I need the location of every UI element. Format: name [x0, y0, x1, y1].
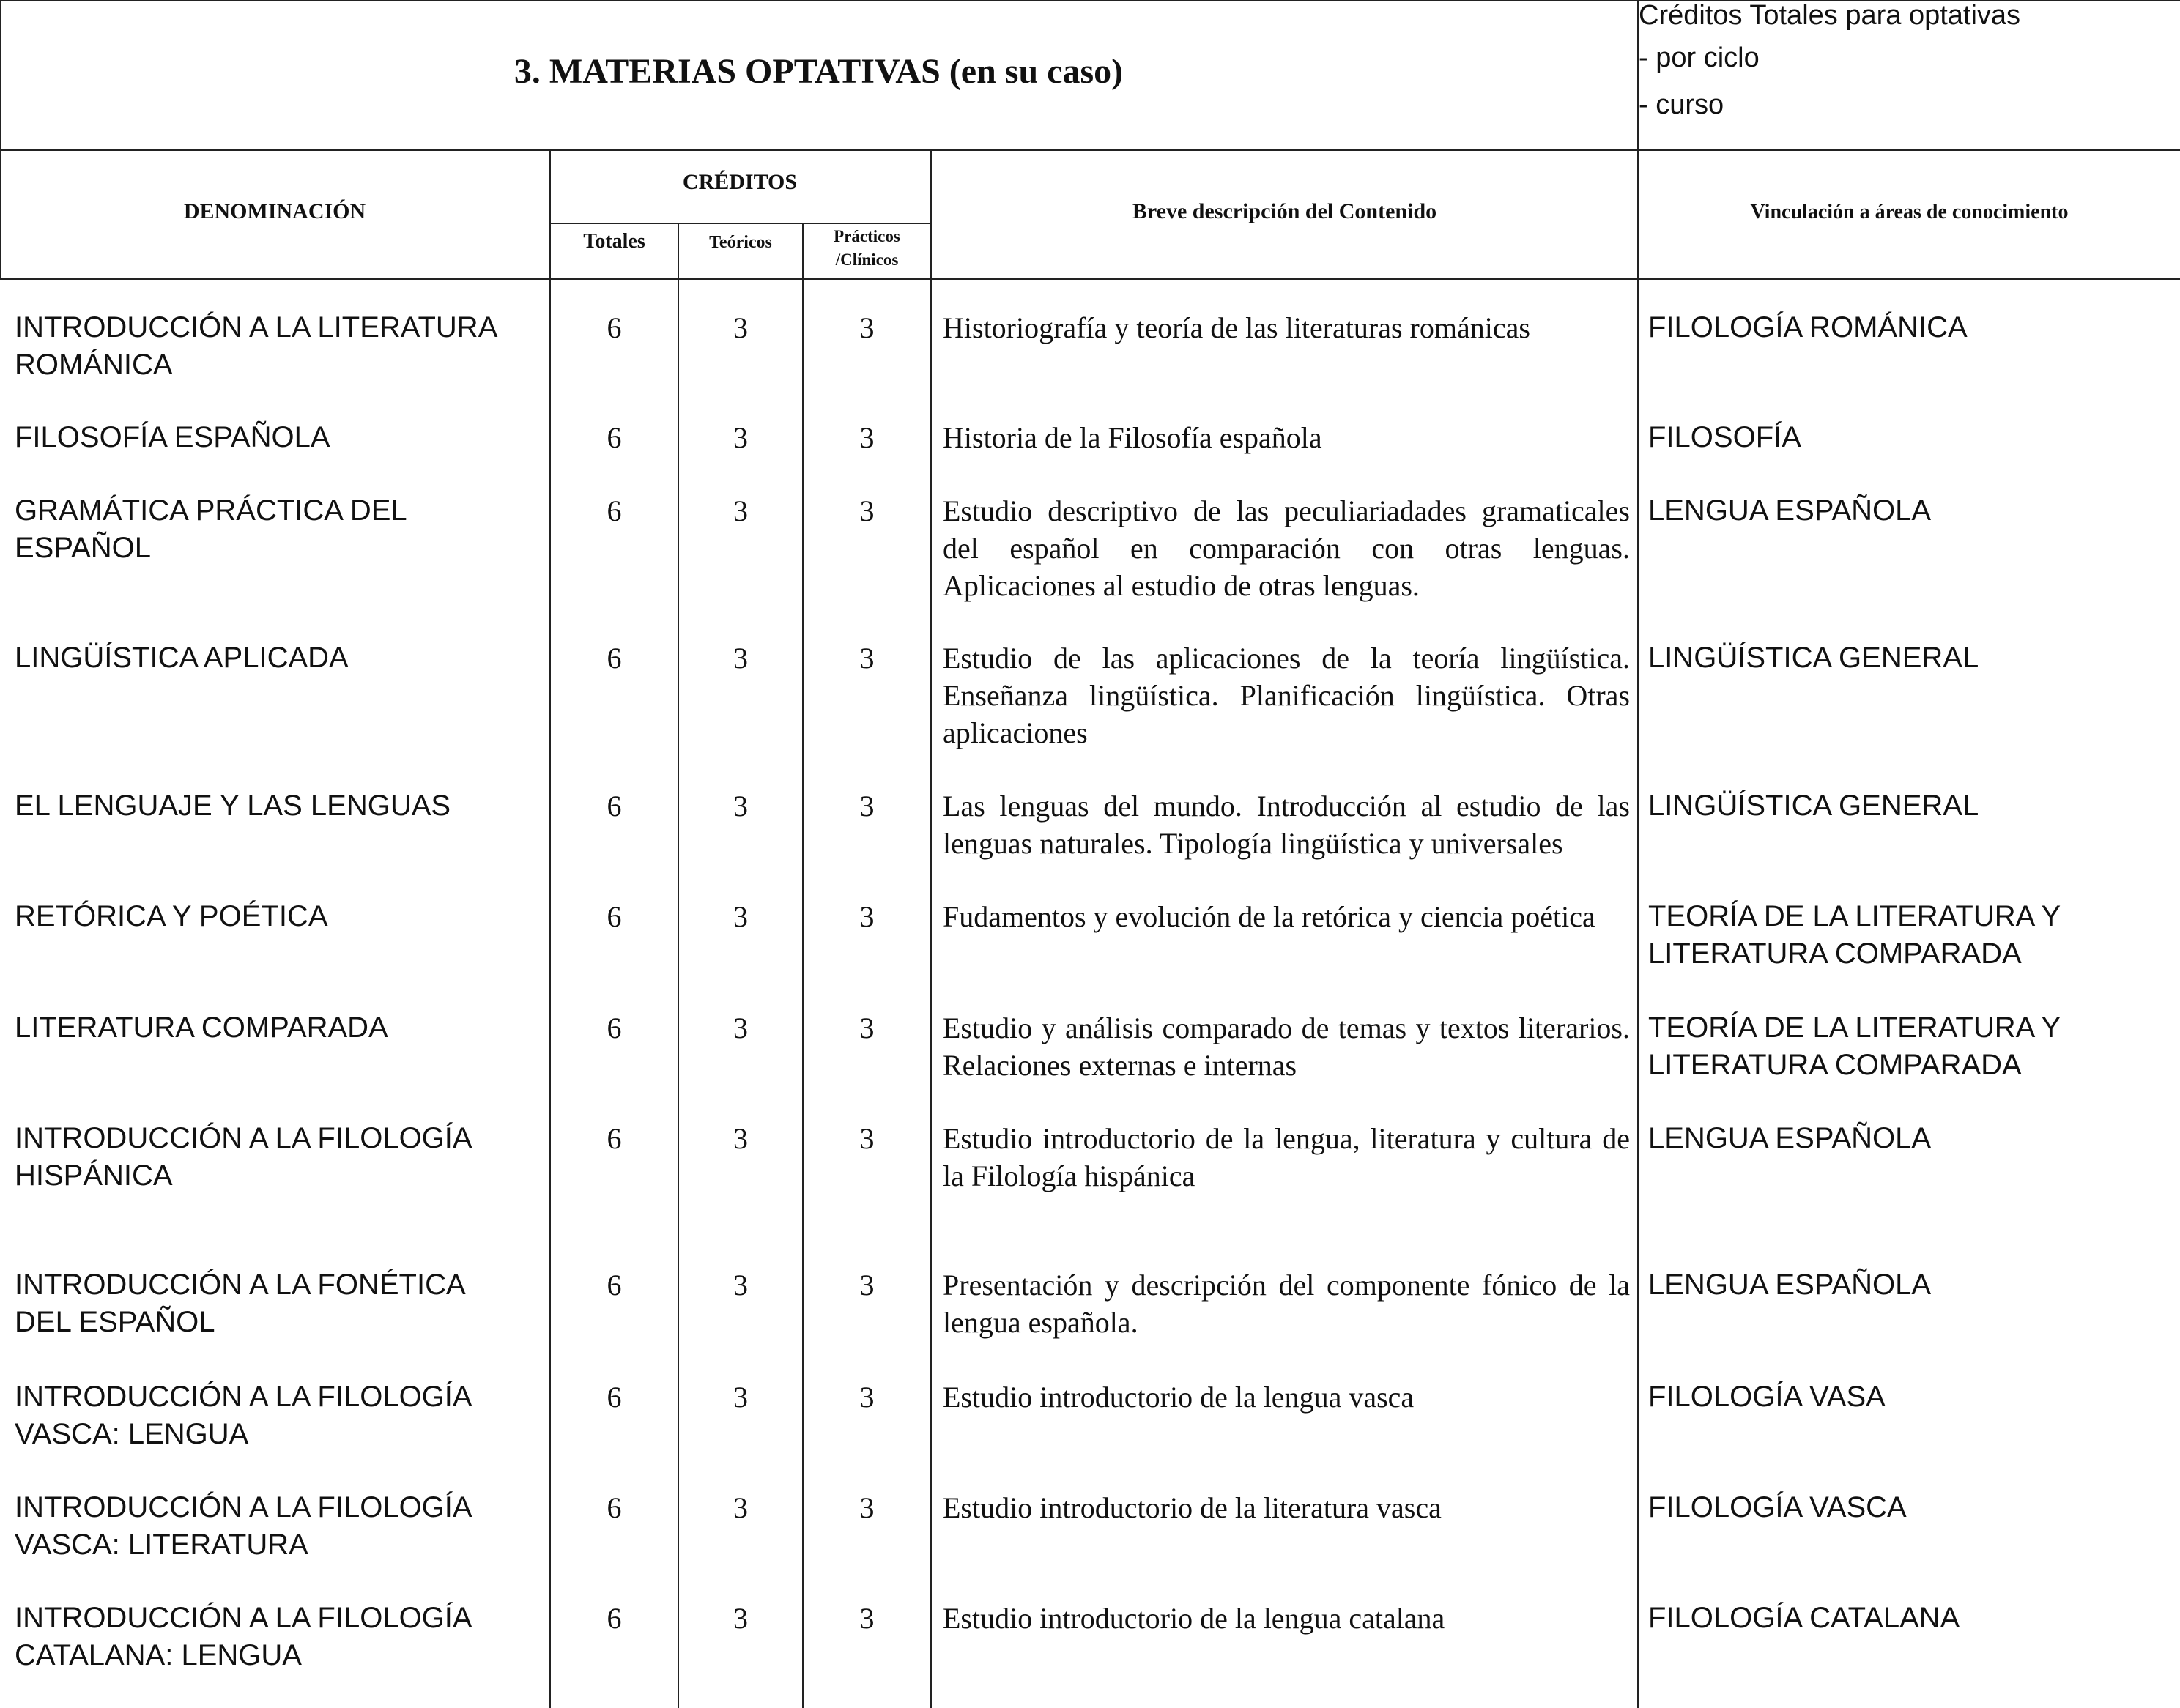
header-teoricos: Teóricos [709, 233, 772, 252]
row-8-descripcion: Estudio introductorio de la lengua, literatura y cultura de la Filología hispánica [943, 1122, 1630, 1192]
row-2-denominacion: FILOSOFÍA ESPAÑOLA [15, 421, 330, 453]
header-creditos: CRÉDITOS [682, 170, 798, 194]
credits-box-line-1: Créditos Totales para optativas [1639, 0, 2021, 31]
row-9-denominacion: INTRODUCCIÓN A LA FONÉTICA DEL ESPAÑOL [15, 1269, 464, 1338]
row-9-practicos: 3 [859, 1269, 875, 1302]
row-7-descripcion: Estudio y análisis comparado de temas y textos literarios. Relaciones externas e internas [943, 1011, 1630, 1082]
row-1-totales: 6 [607, 311, 622, 344]
row-2-descripcion: Historia de la Filosofía española [943, 421, 1322, 454]
row-10-area: FILOLOGÍA VASA [1648, 1381, 1886, 1413]
row-3-denominacion: GRAMÁTICA PRÁCTICA DEL ESPAÑOL [15, 494, 407, 564]
row-5-totales: 6 [607, 790, 622, 823]
row-7-teoricos: 3 [733, 1011, 748, 1044]
row-1-denominacion: INTRODUCCIÓN A LA LITERATURA ROMÁNICA [15, 311, 497, 381]
row-3-area: LENGUA ESPAÑOLA [1648, 494, 1932, 527]
row-2-practicos: 3 [859, 421, 875, 454]
row-11-practicos: 3 [859, 1491, 875, 1524]
row-11-totales: 6 [607, 1491, 622, 1524]
row-10-practicos: 3 [859, 1381, 875, 1414]
row-12-teoricos: 3 [733, 1602, 748, 1635]
row-6-teoricos: 3 [733, 900, 748, 933]
row-1-area: FILOLOGÍA ROMÁNICA [1648, 311, 1968, 344]
row-2-totales: 6 [607, 421, 622, 454]
row-6-descripcion: Fudamentos y evolución de la retórica y ciencia poética [943, 900, 1595, 933]
row-8-teoricos: 3 [733, 1122, 748, 1155]
row-9-teoricos: 3 [733, 1269, 748, 1302]
row-10-teoricos: 3 [733, 1381, 748, 1414]
row-6-practicos: 3 [859, 900, 875, 933]
row-12-totales: 6 [607, 1602, 622, 1635]
row-4-denominacion: LINGÜÍSTICA APLICADA [15, 642, 349, 674]
row-3-totales: 6 [607, 494, 622, 527]
row-5-denominacion: EL LENGUAJE Y LAS LENGUAS [15, 790, 451, 822]
row-1-teoricos: 3 [733, 311, 748, 344]
row-7-area: TEORÍA DE LA LITERATURA Y LITERATURA COMPARADA [1648, 1011, 2061, 1081]
header-denominacion: DENOMINACIÓN [183, 199, 366, 223]
row-9-area: LENGUA ESPAÑOLA [1648, 1269, 1932, 1301]
row-4-area: LINGÜÍSTICA GENERAL [1648, 642, 1979, 674]
row-3-practicos: 3 [859, 494, 875, 527]
row-3-teoricos: 3 [733, 494, 748, 527]
row-3-descripcion: Estudio descriptivo de las peculiariadades gramaticales del español en comparación con otras lenguas. Aplicaciones al estudio de otras lenguas. [943, 494, 1630, 602]
row-2-area: FILOSOFÍA [1648, 421, 1801, 453]
row-5-teoricos: 3 [733, 790, 748, 823]
row-5-descripcion: Las lenguas del mundo. Introducción al estudio de las lenguas naturales. Tipología lingüística y universales [943, 790, 1630, 860]
row-9-descripcion: Presentación y descripción del componente fónico de la lengua española. [943, 1269, 1630, 1339]
row-8-denominacion: INTRODUCCIÓN A LA FILOLOGÍA HISPÁNICA [15, 1122, 471, 1192]
header-practicos-2: /Clínicos [835, 250, 899, 269]
rule-left [0, 0, 1, 278]
row-12-descripcion: Estudio introductorio de la lengua catalana [943, 1602, 1445, 1635]
credits-box-line-2: - por ciclo [1639, 42, 1760, 73]
rule-header-bottom [0, 278, 2180, 280]
rule-title-bottom [0, 149, 2180, 151]
row-8-area: LENGUA ESPAÑOLA [1648, 1122, 1932, 1154]
row-12-area: FILOLOGÍA CATALANA [1648, 1602, 1960, 1634]
row-4-totales: 6 [607, 642, 622, 675]
row-9-totales: 6 [607, 1269, 622, 1302]
row-6-area: TEORÍA DE LA LITERATURA Y LITERATURA COMPARADA [1648, 900, 2061, 970]
row-1-practicos: 3 [859, 311, 875, 344]
header-totales-label: Totales [583, 230, 645, 253]
row-1-descripcion: Historiografía y teoría de las literaturas románicas [943, 311, 1530, 344]
rule-creditos-sub [549, 223, 930, 224]
row-6-denominacion: RETÓRICA Y POÉTICA [15, 900, 328, 932]
row-12-practicos: 3 [859, 1602, 875, 1635]
header-vinculacion: Vinculación a áreas de conocimiento [1750, 201, 2069, 223]
row-12-denominacion: INTRODUCCIÓN A LA FILOLOGÍA CATALANA: LENGUA [15, 1602, 471, 1671]
header-descripcion: Breve descripción del Contenido [1132, 199, 1437, 223]
row-4-practicos: 3 [859, 642, 875, 675]
row-4-teoricos: 3 [733, 642, 748, 675]
row-10-denominacion: INTRODUCCIÓN A LA FILOLOGÍA VASCA: LENGUA [15, 1381, 471, 1450]
row-2-teoricos: 3 [733, 421, 748, 454]
row-5-area: LINGÜÍSTICA GENERAL [1648, 790, 1979, 822]
row-6-totales: 6 [607, 900, 622, 933]
row-10-descripcion: Estudio introductorio de la lengua vasca [943, 1381, 1415, 1414]
page-title: 3. MATERIAS OPTATIVAS (en su caso) [514, 52, 1124, 91]
row-8-practicos: 3 [859, 1122, 875, 1155]
row-7-denominacion: LITERATURA COMPARADA [15, 1011, 388, 1044]
credits-box-line-3: - curso [1639, 89, 1724, 120]
row-8-totales: 6 [607, 1122, 622, 1155]
row-4-descripcion: Estudio de las aplicaciones de la teoría lingüística. Enseñanza lingüística. Planificación lingüística. Otras aplicaciones [943, 642, 1630, 749]
header-practicos-1: Prácticos [834, 227, 900, 245]
row-7-totales: 6 [607, 1011, 622, 1044]
row-7-practicos: 3 [859, 1011, 875, 1044]
rule-title-right [1637, 0, 1639, 1708]
row-11-teoricos: 3 [733, 1491, 748, 1524]
row-10-totales: 6 [607, 1381, 622, 1414]
rule-col-creditos-right [930, 149, 932, 1708]
row-5-practicos: 3 [859, 790, 875, 823]
row-11-descripcion: Estudio introductorio de la literatura vasca [943, 1491, 1442, 1524]
row-11-denominacion: INTRODUCCIÓN A LA FILOLOGÍA VASCA: LITERATURA [15, 1491, 471, 1561]
row-11-area: FILOLOGÍA VASCA [1648, 1491, 1907, 1523]
